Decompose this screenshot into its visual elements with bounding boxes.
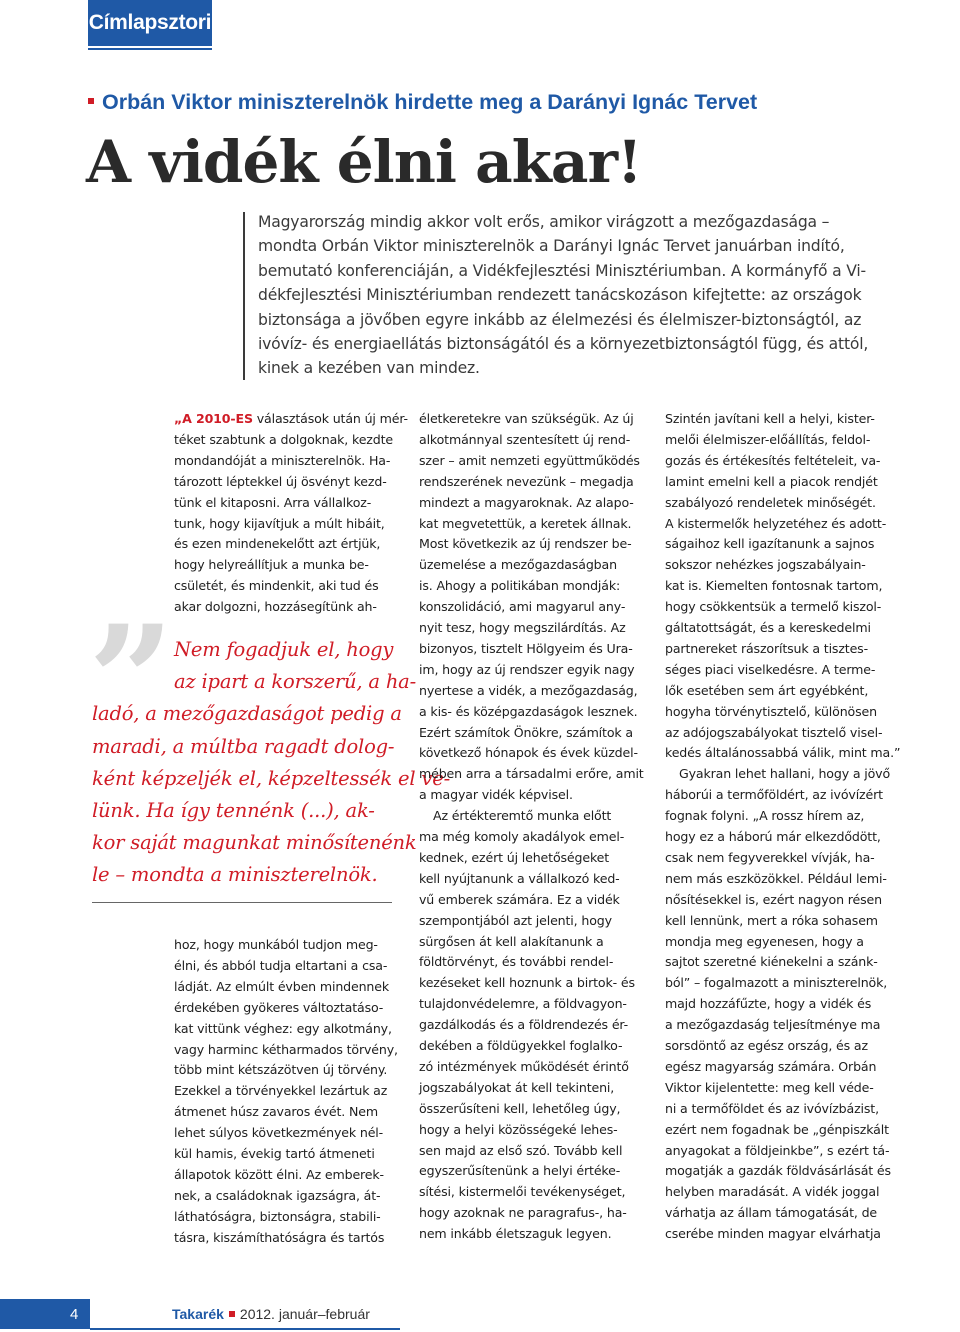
column-1-top-line: csületét, és mindenkit, aki tud és <box>174 578 379 594</box>
col3-line: mogatják a gazdák földvásárlását és <box>665 1163 891 1179</box>
lead-rule <box>243 212 245 380</box>
col2-line: nem inkább életszaguk legyen. <box>419 1226 612 1242</box>
col3-line: a mezőgazdaság teljesítménye ma <box>665 1017 881 1033</box>
kicker <box>88 88 948 116</box>
col1-bottom-line: nek, a családoknak igazságra, át- <box>174 1187 381 1203</box>
column-1-top-line: akar dolgozni, hozzásegítünk ah- <box>174 599 377 615</box>
pull-quote-line: ként képzeljék el, képzeltessék el ve- <box>92 766 450 790</box>
col2-line: Most következik az új rendszer be- <box>419 536 632 552</box>
column-1-top-line: és ezen mindenekelőtt azt értjük, <box>174 536 381 552</box>
col3-line: majd hozzáfűzte, hogy a vidék és <box>665 996 872 1012</box>
col1-bottom-line: hoz, hogy munkából tudjon meg- <box>174 937 378 952</box>
col1-bottom-line: lehet súlyos következmények nél- <box>174 1125 384 1141</box>
col2-line: egyszerűsítenünk a helyi értéke- <box>419 1163 621 1179</box>
pull-quote-line: kor saját magunkat minősítenénk <box>92 831 417 855</box>
column-1-top-line: mondandóját a miniszterelnök. Ha- <box>174 452 391 468</box>
col2-line: mindezt a magyaroknak. Az alapo- <box>419 494 634 510</box>
column-1-top-line: tünk el kitaposni. Arra vállalkoz- <box>174 494 372 510</box>
lead-line: dékfejlesztési Minisztériumban rendezett tanácskozáson kifejtette: az országok <box>258 286 862 305</box>
col2-line: tulajdonvédelemre, a földvagyon- <box>419 996 627 1012</box>
red-square-icon <box>88 98 94 104</box>
col3-line: Szintén javítani kell a helyi, kister- <box>665 411 875 426</box>
column-1-top-line: téket szabtunk a dolgoknak, kezdte <box>174 431 393 447</box>
col2-line: a magyar vidék képvisel. <box>419 787 573 803</box>
col2-line: szempontjából azt jelenti, hogy <box>419 912 612 928</box>
col2-line: bizonyos, tisztelt Hölgyeim és Ura- <box>419 640 633 656</box>
kicker-text: Orbán Viktor miniszterelnök hirdette meg a Darányi Ignác Tervet <box>102 90 758 114</box>
lead-line: ivóvíz- és energiaellátás biztonságától és a környezetbiztonságtól függ, és attól, <box>258 335 869 353</box>
col2-line: sen majd az első szó. Tovább kell <box>419 1142 623 1158</box>
col3-line: szabályozó rendeletek minőségét. <box>665 494 876 510</box>
col2-line: kednek, ezért új lehetőségeket <box>419 849 610 865</box>
col2-line: üzemelése a mezőgazdaságban <box>419 557 617 573</box>
col1-bottom-line: vagy harminc kétharmados törvény, <box>174 1041 398 1057</box>
col3-line: anyagokat a földjeinkbe”, s ezért tá- <box>665 1142 890 1158</box>
col3-line: nősítésekkel is, ezért nagyon résen <box>665 891 882 907</box>
col3-line: lamint emelni kell a piacok rendjét <box>665 473 878 489</box>
col3-line: várhatja az állam támogatását, de <box>665 1205 878 1221</box>
column-1-top-text: választások után új mér- <box>256 411 408 426</box>
col1-bottom-line: érdekében gyökeres változtatáso- <box>174 999 384 1015</box>
col3-line: mondja meg egyenesen, hogy a <box>665 933 864 949</box>
col2-line: konszolidáció, ami magyarul any- <box>419 599 626 615</box>
col2-line: kezéseket kell hoznunk a birtok- és <box>419 975 635 991</box>
col2-line: gazdálkodás és a földrendezés ér- <box>419 1017 629 1033</box>
col3-line: sokszor nehézkes jogszabályain- <box>665 557 866 573</box>
pull-quote-line: az ipart a korszerű, a ha- <box>174 670 416 694</box>
lead-line: biztonsága a jövőben egyre inkább az élelmezési és élelmiszer-biztonságtól, az <box>258 310 862 329</box>
col2-line: sürgősen át kell alakítanunk a <box>419 933 604 949</box>
col2-line: hogy a helyi közösségeké lehes- <box>419 1121 618 1137</box>
col1-bottom-line: tásra, kiszámíthatóságra és tartós <box>174 1229 385 1245</box>
column-1-top-line <box>174 408 408 429</box>
col3-line: kedés általánossabbá válik, mint ma.” <box>665 745 901 761</box>
column-1-top-line: hogy helyreállítjuk a munka be- <box>174 557 369 573</box>
col1-bottom-line: kat vittünk véghez: egy alkotmány, <box>174 1020 392 1036</box>
col3-line: gáltatottságát, és a kereskedelmi <box>665 620 871 635</box>
lead-line: kinek a kezében van mindez. <box>258 359 480 378</box>
column-1-top-line: tunk, hogy kijavítjuk a múlt hibáit, <box>174 515 385 531</box>
footer-rule <box>90 1328 400 1330</box>
col3-line: hogyha törvénytisztelő, különösen <box>665 703 877 719</box>
col2-line: Az értékteremtő munka előtt <box>433 808 612 824</box>
col2-line: ma még komoly akadályok emel- <box>419 829 625 844</box>
red-square-icon <box>229 1311 235 1317</box>
col3-line: Viktor kijelentette: meg kell véde- <box>665 1079 874 1095</box>
col3-line: lők esetében sem árt egyébként, <box>665 682 869 698</box>
col3-line: sorsdöntő az egész ország, és az <box>665 1038 868 1053</box>
col3-line: ezért nem fogadnak be „génpiszkált <box>665 1121 889 1137</box>
col2-line: következő hónapok és évek küzdel- <box>419 745 638 761</box>
col3-line: ni a termőföldet és az ivóvízbázist, <box>665 1100 879 1116</box>
col2-line: Ezért számítok Önökre, számítok a <box>419 724 633 740</box>
col3-line: cserébe minden magyar elvárhatja <box>665 1226 881 1242</box>
col3-line: hogy ez a háború már elkezdődött, <box>665 829 881 844</box>
col2-line: sítési, kistermelői tevékenységet, <box>419 1184 626 1200</box>
col1-bottom-line: ládját. Az elmúlt évben mindennek <box>174 978 390 994</box>
col2-line: is. Ahogy a politikában mondják: <box>419 578 621 594</box>
col2-line: jogszabályokat át kell tekinteni, <box>419 1079 615 1095</box>
col2-line: nyit tesz, hogy megszilárdítás. Az <box>419 620 626 635</box>
pull-quote-line: ladó, a mezőgazdaságot pedig a <box>92 702 402 726</box>
col2-line: kat megvetettük, a keretek állnak. <box>419 515 632 531</box>
col2-line: alkotmánnyal szentesített új rend- <box>419 431 631 447</box>
col3-line: nem más eszközökkel. Például lemi- <box>665 870 887 886</box>
quotation-mark-icon: ” <box>88 593 175 769</box>
col1-bottom-line: átmenet húsz zavaros évét. Nem <box>174 1104 378 1120</box>
col2-line: vű emberek számára. Ez a vidék <box>419 891 620 907</box>
footer-publication <box>172 1305 370 1323</box>
col2-line: a kis- és középgazdaságok lesznek. <box>419 703 638 719</box>
col2-line: dekében a földügyekkel foglalko- <box>419 1038 623 1053</box>
col1-bottom-line: élni, és abból tudja eltartani a csa- <box>174 957 388 973</box>
col3-line: sajtot szeretné kiénekelni a szánk- <box>665 954 878 970</box>
section-tab: Címlapsztori <box>88 0 212 46</box>
issue-date: 2012. január–február <box>239 1306 370 1322</box>
col3-line: hogy csökkentsük a termelő kiszol- <box>665 599 882 615</box>
col3-line: A kistermelők helyzetéhez és adott- <box>665 515 887 531</box>
col2-line: im, hogy az új rendszer egyik nagy <box>419 661 635 677</box>
pull-quote-line: maradi, a múltba ragadt dolog- <box>92 734 395 758</box>
headline: A vidék élni akar! <box>86 128 642 196</box>
col2-line: zó intézmények működését érintő <box>419 1058 629 1074</box>
col1-bottom-line: állapotok között élni. Az emberek- <box>174 1166 384 1182</box>
col3-line: gozás és értékesítés feltételeit, va- <box>665 452 881 468</box>
col2-line: földtörvényt, és további rendel- <box>419 954 614 970</box>
col3-line: Gyakran lehet hallani, hogy a jövő <box>679 766 891 782</box>
col1-bottom-line: Ezekkel a törvényekkel lezártuk az <box>174 1083 388 1099</box>
lead-line: Magyarország mindig akkor volt erős, amikor virágzott a mezőgazdasága – <box>258 213 830 231</box>
col2-line: nyertese a vidék, a mezőgazdaság, <box>419 682 638 698</box>
lead-line: bemutató konferenciáján, a Vidékfejlesztési Minisztériumban. A kormányfő a Vi- <box>258 261 866 280</box>
pull-quote-rule <box>92 902 392 903</box>
pull-quote-line: le – mondta a miniszterelnök. <box>92 863 378 887</box>
col3-line: partnereket rászorítsuk a tisztes- <box>665 640 868 656</box>
col3-line: kat is. Kiemelten fontosnak tartom, <box>665 578 883 594</box>
column-1-top-line: tározott léptekkel új ösvényt kezd- <box>174 473 387 489</box>
col3-line: csak nem fegyverekkel vívják, ha- <box>665 849 875 865</box>
col3-line: séges piaci viselkedésre. A terme- <box>665 661 876 677</box>
col1-bottom-line: láthatóságra, biztonságra, stabili- <box>174 1208 381 1224</box>
col3-line: ból” – fogalmazott a miniszterelnök, <box>665 975 888 991</box>
col3-line: egész magyarság számára. Orbán <box>665 1058 877 1074</box>
pull-quote-line: Nem fogadjuk el, hogy <box>174 638 394 661</box>
col3-line: az adójogszabályokat tisztelő visel- <box>665 724 883 740</box>
lead-line: mondta Orbán Viktor miniszterelnök a Darányi Ignác Tervet januárban indító, <box>258 237 845 256</box>
col3-line: helyben maradását. A vidék joggal <box>665 1184 880 1200</box>
lead-in: „A 2010-ES <box>174 411 253 426</box>
col2-line: hogy azoknak ne paragrafus-, ha- <box>419 1205 627 1221</box>
col2-line: életkeretekre van szükségük. Az új <box>419 411 634 426</box>
col2-line: rendszerének nevezünk – megadja <box>419 473 634 489</box>
col2-line: kell nyújtanunk a vállalkozó ked- <box>419 870 620 886</box>
col3-line: háborúi a termőföldért, az ivóvízért <box>665 787 883 803</box>
col3-line: ságaihoz kell igazítanunk a sajnos <box>665 536 875 552</box>
col1-bottom-line: több mint kétszázötven új törvény. <box>174 1062 388 1078</box>
col2-line: mében arra a társadalmi erőre, amit <box>419 766 644 782</box>
col1-bottom-line: kül hamis, évekig tartó átmeneti <box>174 1146 375 1161</box>
col3-line: fognak folyni. „A rossz hírem az, <box>665 808 865 824</box>
col3-line: kell lennünk, mert a róka sohasem <box>665 912 878 928</box>
pull-quote-line: lünk. Ha így tennénk (...), ak- <box>92 799 375 822</box>
col2-line: szer – amit nemzeti együttműködés <box>419 452 640 468</box>
publication-name: Takarék <box>172 1306 224 1322</box>
col3-line: melői élelmiszer-előállítás, feldol- <box>665 431 871 447</box>
col2-line: összerűsíteni kell, lehetőleg úgy, <box>419 1100 621 1116</box>
page-number: 4 <box>70 1306 79 1323</box>
section-tab-underline <box>88 48 212 50</box>
